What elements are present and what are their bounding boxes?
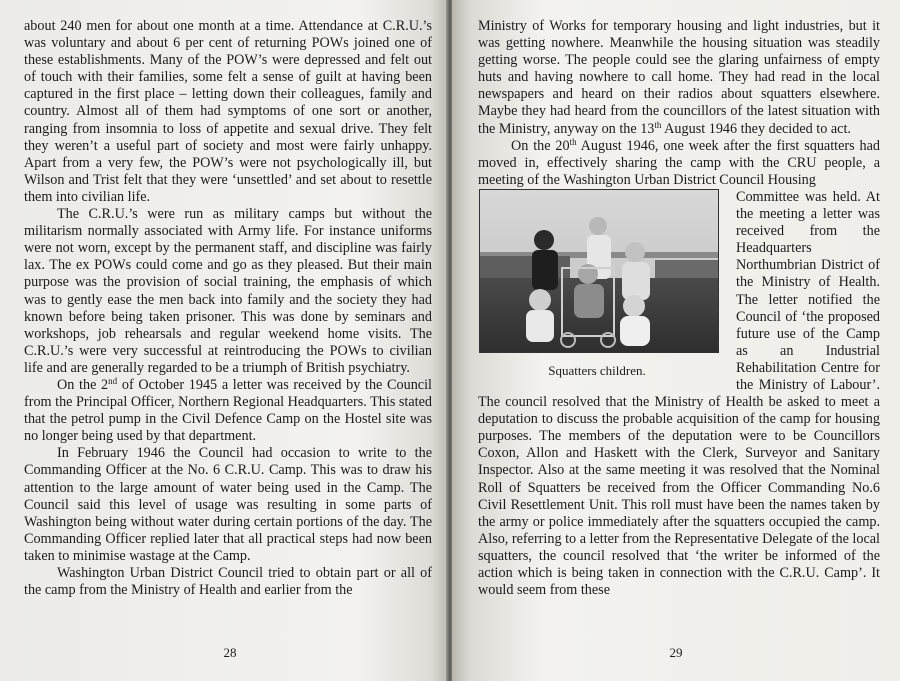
right-page-text (478, 18, 880, 599)
paragraph: about 240 men for about one month at a time. Attendance at C.R.U.’s was voluntary and about 6 per cent of returning POWs joined one of these establishments. Many of the POW’s were depressed and felt out of touch with their families, some felt a sense of guilt at having been captured in the first place – letting down their colleagues, family and country. Almost all of them had symptoms of one sort or another, ranging from insomnia to loss of appetite and sexual drive. They felt they weren’t a useful part of society and most were fairly unhappy. Apart from a very few, the POW’s were not psychologically ill, but Wilson and Trist felt that they were ‘unsettled’ and set about to resettle them into civilian life. (24, 18, 432, 205)
squatters-children-photo (479, 189, 719, 353)
page-number: 29 (669, 645, 683, 660)
ordinal-suffix: th (654, 119, 662, 130)
ordinal-suffix: nd (108, 375, 118, 386)
paragraph: Committee was held. At the meeting a letter was received from the Headquarters Northumbrian District of the Ministry of Health. The letter notified the Council of ‘the proposed future use of the Camp as an Industrial Rehabilitation Centre for the Ministry of Labour’. The council resolved that the Ministry of Health be asked to meet a deputation to discuss the probable acquisition of the camp for housing purposes. The members of the deputation were to be Councillors Coxon, Allon and Haskett with the Clerk, Surveyor and Sanitary Inspector. Also at the same meeting it was resolved that the Nominal Roll of Squatters be received from the Officer Commanding No.6 Civil Resettlement Unit. This roll must have been the names taken by the army or police immediately after the squatters occupied the camp. Also, referring to a letter from the Representative Delegate of the local squatters, the council resolved that ‘the writer be informed of the action which is being taken in connection with the C.R.U. Camp’. It would seem from these (478, 188, 880, 599)
figure (478, 189, 728, 379)
page-number: 28 (223, 645, 237, 660)
right-page (452, 0, 900, 681)
figure-caption: Squatters children. (548, 362, 646, 378)
paragraph: In February 1946 the Council had occasion to write to the Commanding Officer at the No. 6 C.R.U. Camp. This was to draw his attention to the large amount of water being used in the Camp. The Council said this level of usage was resulting in some parts of Washington being without water during certain portions of the day. The Commanding Officer replied later that all practical steps had now been taken to minimise wastage at the Camp. (24, 445, 432, 564)
paragraph: The C.R.U.’s were run as military camps but without the militarism normally associated with Army life. For instance uniforms were not worn, except by the permanent staff, and discipline was fairly lax. The ex POWs could come and go as they pleased. But their main purpose was the provision of social training, the emphasis of which was to gently ease the men back into family and the society they had known before being taken prisoner. This was done by seminars and workshops, job rehearsals and regular weekend home visits. The C.R.U.’s were very successful at reintroducing the POWs to civilian life and are generally regarded to be a triumph of British psychiatry. (24, 206, 432, 376)
left-page (0, 0, 448, 681)
paragraph: Washington Urban District Council tried to obtain part or all of the camp from the Ministry of Health and earlier from the (24, 565, 432, 599)
ordinal-suffix: th (569, 136, 577, 147)
paragraph: On the 20th August 1946, one week after the first squatters had moved in, effectively sharing the camp with the CRU people, a meeting of the Washington Urban District Council Housing (478, 136, 880, 188)
paragraph: Ministry of Works for temporary housing and light industries, but it was getting nowhere. Meanwhile the housing situation was steadily getting worse. The people could see the glaring unfairness of empty huts and having nowhere to call home. They had read in the local newspapers and heard on their radios about squatters elsewhere. Maybe they had heard from the councillors of the latest situation with the Ministry, anyway on the 13th August 1946 they decided to act. (478, 18, 880, 137)
paragraph: On the 2nd of October 1945 a letter was received by the Council from the Principal Officer, Northern Regional Headquarters. This stated that the petrol pump in the Civil Defence Camp on the Hostel site was no longer being used by that department. (24, 375, 432, 445)
left-page-text (24, 18, 432, 599)
photo-illustration (480, 190, 718, 352)
